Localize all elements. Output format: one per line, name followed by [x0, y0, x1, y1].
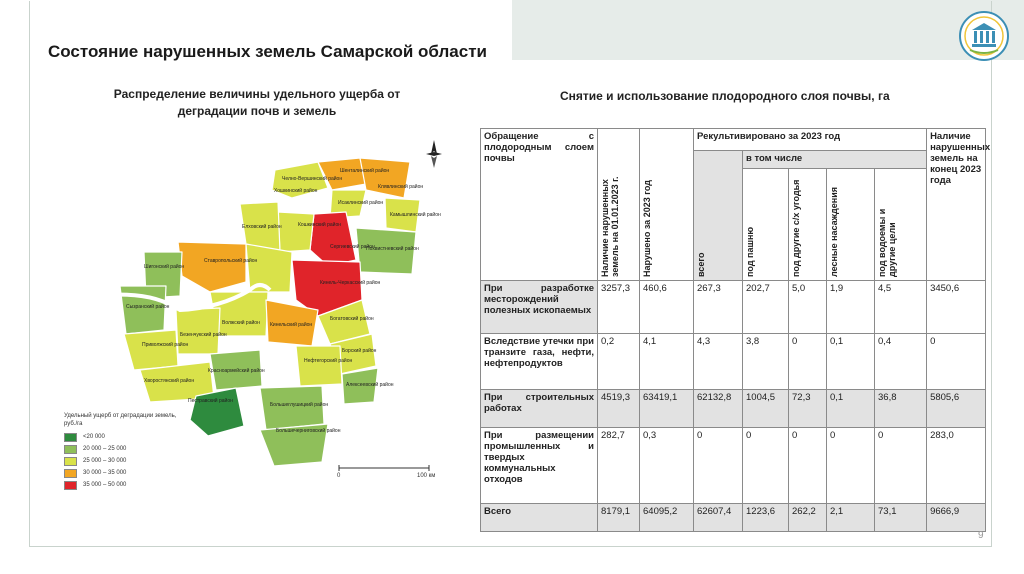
cell-value: 3257,3 — [598, 281, 640, 334]
cell-value: 1004,5 — [743, 390, 789, 428]
svg-text:Волжский район: Волжский район — [222, 320, 260, 326]
legend-label: <20 000 — [83, 434, 105, 440]
row-label: При строительных работах — [481, 390, 598, 428]
map-legend — [64, 412, 184, 491]
slide-title: Состояние нарушенных земель Самарской области — [48, 42, 487, 61]
district-stavropolsky — [178, 242, 246, 292]
cell-value: 73,1 — [875, 504, 927, 532]
svg-text:Кинельский район: Кинельский район — [270, 322, 313, 328]
cell-value: 8179,1 — [598, 504, 640, 532]
cell-value: 0 — [789, 428, 827, 504]
cell-value: 0 — [875, 428, 927, 504]
cell-value: 2,1 — [827, 504, 875, 532]
table-row-total — [481, 504, 986, 532]
cell-value: 5805,6 — [927, 390, 986, 428]
svg-text:Богатовский район: Богатовский район — [330, 316, 374, 322]
cell-value: 1223,6 — [743, 504, 789, 532]
table-title: Снятие и использование плодородного слоя почвы, га — [560, 89, 890, 103]
svg-text:Большеглушицкий район: Большеглушицкий район — [270, 402, 329, 408]
svg-text:Безенчукский район: Безенчукский район — [180, 332, 227, 338]
svg-text:Кошкинский район: Кошкинский район — [298, 222, 342, 228]
cell-value: 62607,4 — [694, 504, 743, 532]
svg-text:Ставропольский район: Ставропольский район — [204, 258, 258, 264]
district-bolsheglushitsky — [260, 386, 324, 430]
cell-value: 3450,6 — [927, 281, 986, 334]
cell-value: 0,1 — [827, 390, 875, 428]
cell-value: 267,3 — [694, 281, 743, 334]
legend-swatch — [64, 445, 77, 454]
legend-label: 35 000 – 50 000 — [83, 482, 127, 488]
svg-text:Кинель-Черкасский район: Кинель-Черкасский район — [320, 280, 381, 286]
header-col3: Нарушено за 2023 год — [640, 129, 694, 281]
svg-text:Сергиевский район: Сергиевский район — [330, 244, 375, 250]
header-total: всего — [694, 151, 743, 281]
svg-text:Исаклинский район: Исаклинский район — [338, 200, 384, 206]
row-label: Вследствие утечки при транзите газа, нефти, нефтепродуктов — [481, 334, 598, 390]
svg-text:Борский район: Борский район — [342, 348, 377, 354]
row-label: При разработке месторождений полезных ископаемых — [481, 281, 598, 334]
table-row — [481, 390, 986, 428]
cell-value: 202,7 — [743, 281, 789, 334]
svg-text:Сызранский район: Сызранский район — [126, 304, 170, 310]
row-label: Всего — [481, 504, 598, 532]
cell-value: 0,1 — [827, 334, 875, 390]
soil-layer-table — [480, 128, 991, 532]
cell-value: 282,7 — [598, 428, 640, 504]
legend-item — [64, 479, 184, 491]
svg-text:Хворостянский район: Хворостянский район — [144, 378, 195, 384]
cell-value: 36,8 — [875, 390, 927, 428]
svg-text:Шигонский район: Шигонский район — [144, 264, 185, 270]
svg-text:Камышлинский район: Камышлинский район — [390, 212, 441, 218]
district-krasnoyarsky — [246, 244, 292, 292]
header-sub3: лесные насаждения — [827, 169, 875, 281]
svg-text:Клявлинский район: Клявлинский район — [378, 184, 424, 190]
svg-text:Елховский район: Елховский район — [242, 224, 282, 230]
cell-value: 4519,3 — [598, 390, 640, 428]
svg-text:Красноармейский район: Красноармейский район — [208, 368, 265, 374]
svg-text:Хошкинский район: Хошкинский район — [274, 188, 318, 194]
district-koshkinsky — [278, 212, 314, 252]
district-klyavlinsky — [360, 158, 410, 198]
cell-value: 63419,1 — [640, 390, 694, 428]
legend-item — [64, 467, 184, 479]
legend-label: 20 000 – 25 000 — [83, 446, 127, 452]
cell-value: 0 — [743, 428, 789, 504]
legend-item — [64, 443, 184, 455]
cell-value: 4,1 — [640, 334, 694, 390]
legend-item — [64, 455, 184, 467]
district-privolzhsky — [124, 330, 178, 370]
cell-value: 4,5 — [875, 281, 927, 334]
cell-value: 0,3 — [640, 428, 694, 504]
cell-value: 0 — [927, 334, 986, 390]
cell-value: 0,2 — [598, 334, 640, 390]
header-subgroup: в том числе — [743, 151, 927, 169]
page-number: 9 — [978, 530, 984, 541]
district-neftegorsky — [296, 346, 342, 386]
svg-text:Челно-Вершинский район: Челно-Вершинский район — [282, 176, 343, 182]
map-scale-bar — [335, 464, 435, 478]
table-row — [481, 428, 986, 504]
table-row — [481, 281, 986, 334]
svg-text:Нефтегорский район: Нефтегорский район — [304, 358, 353, 364]
cell-value: 283,0 — [927, 428, 986, 504]
scale-end-label: 100 км — [417, 473, 435, 478]
cell-value: 460,6 — [640, 281, 694, 334]
legend-label: 30 000 – 35 000 — [83, 470, 127, 476]
cell-value: 62132,8 — [694, 390, 743, 428]
district-pestravsky — [190, 388, 244, 436]
header-group: Рекультивировано за 2023 год — [694, 129, 927, 151]
cell-value: 1,9 — [827, 281, 875, 334]
legend-swatch — [64, 481, 77, 490]
svg-text:Шенталинский район: Шенталинский район — [340, 168, 390, 174]
cell-value: 5,0 — [789, 281, 827, 334]
map-title: Распределение величины удельного ущерба от деградации почв и земель — [113, 87, 401, 118]
legend-swatch — [64, 469, 77, 478]
header-sub4: под водоемы и другие цели — [875, 169, 927, 281]
legend-swatch — [64, 457, 77, 466]
header-col1: Обращение с плодородным слоем почвы — [481, 129, 598, 281]
svg-text:Большечерниговский район: Большечерниговский район — [276, 428, 341, 434]
cell-value: 0 — [789, 334, 827, 390]
legend-label: 25 000 – 30 000 — [83, 458, 127, 464]
cell-value: 3,8 — [743, 334, 789, 390]
cell-value: 0,4 — [875, 334, 927, 390]
svg-text:Похвистневский район: Похвистневский район — [366, 246, 419, 252]
scale-start-label: 0 — [337, 473, 341, 478]
header-sub2: под другие с/х угодья — [789, 169, 827, 281]
cell-value: 0 — [827, 428, 875, 504]
district-sergievsky — [310, 212, 356, 266]
svg-text:Приволжский район: Приволжский район — [142, 342, 189, 348]
header-col2: Наличие нарушенных земель на 01.01.2023 г. — [598, 129, 640, 281]
legend-item — [64, 431, 184, 443]
cell-value: 64095,2 — [640, 504, 694, 532]
svg-text:Пестравский район: Пестравский район — [188, 398, 233, 404]
legend-title: Удельный ущерб от деградации земель, руб./га — [64, 413, 177, 427]
table-row — [481, 334, 986, 390]
header-sub1: под пашню — [743, 169, 789, 281]
cell-value: 0 — [694, 428, 743, 504]
header-last: Наличие нарушенных земель на конец 2023 года — [927, 129, 986, 281]
university-logo-icon — [958, 10, 1010, 62]
cell-value: 262,2 — [789, 504, 827, 532]
row-label: При размещении промышленных и твердых коммунальных отходов — [481, 428, 598, 504]
svg-text:Алексеевский район: Алексеевский район — [346, 382, 394, 388]
cell-value: 72,3 — [789, 390, 827, 428]
cell-value: 9666,9 — [927, 504, 986, 532]
cell-value: 4,3 — [694, 334, 743, 390]
legend-swatch — [64, 433, 77, 442]
north-arrow-icon — [426, 140, 442, 168]
